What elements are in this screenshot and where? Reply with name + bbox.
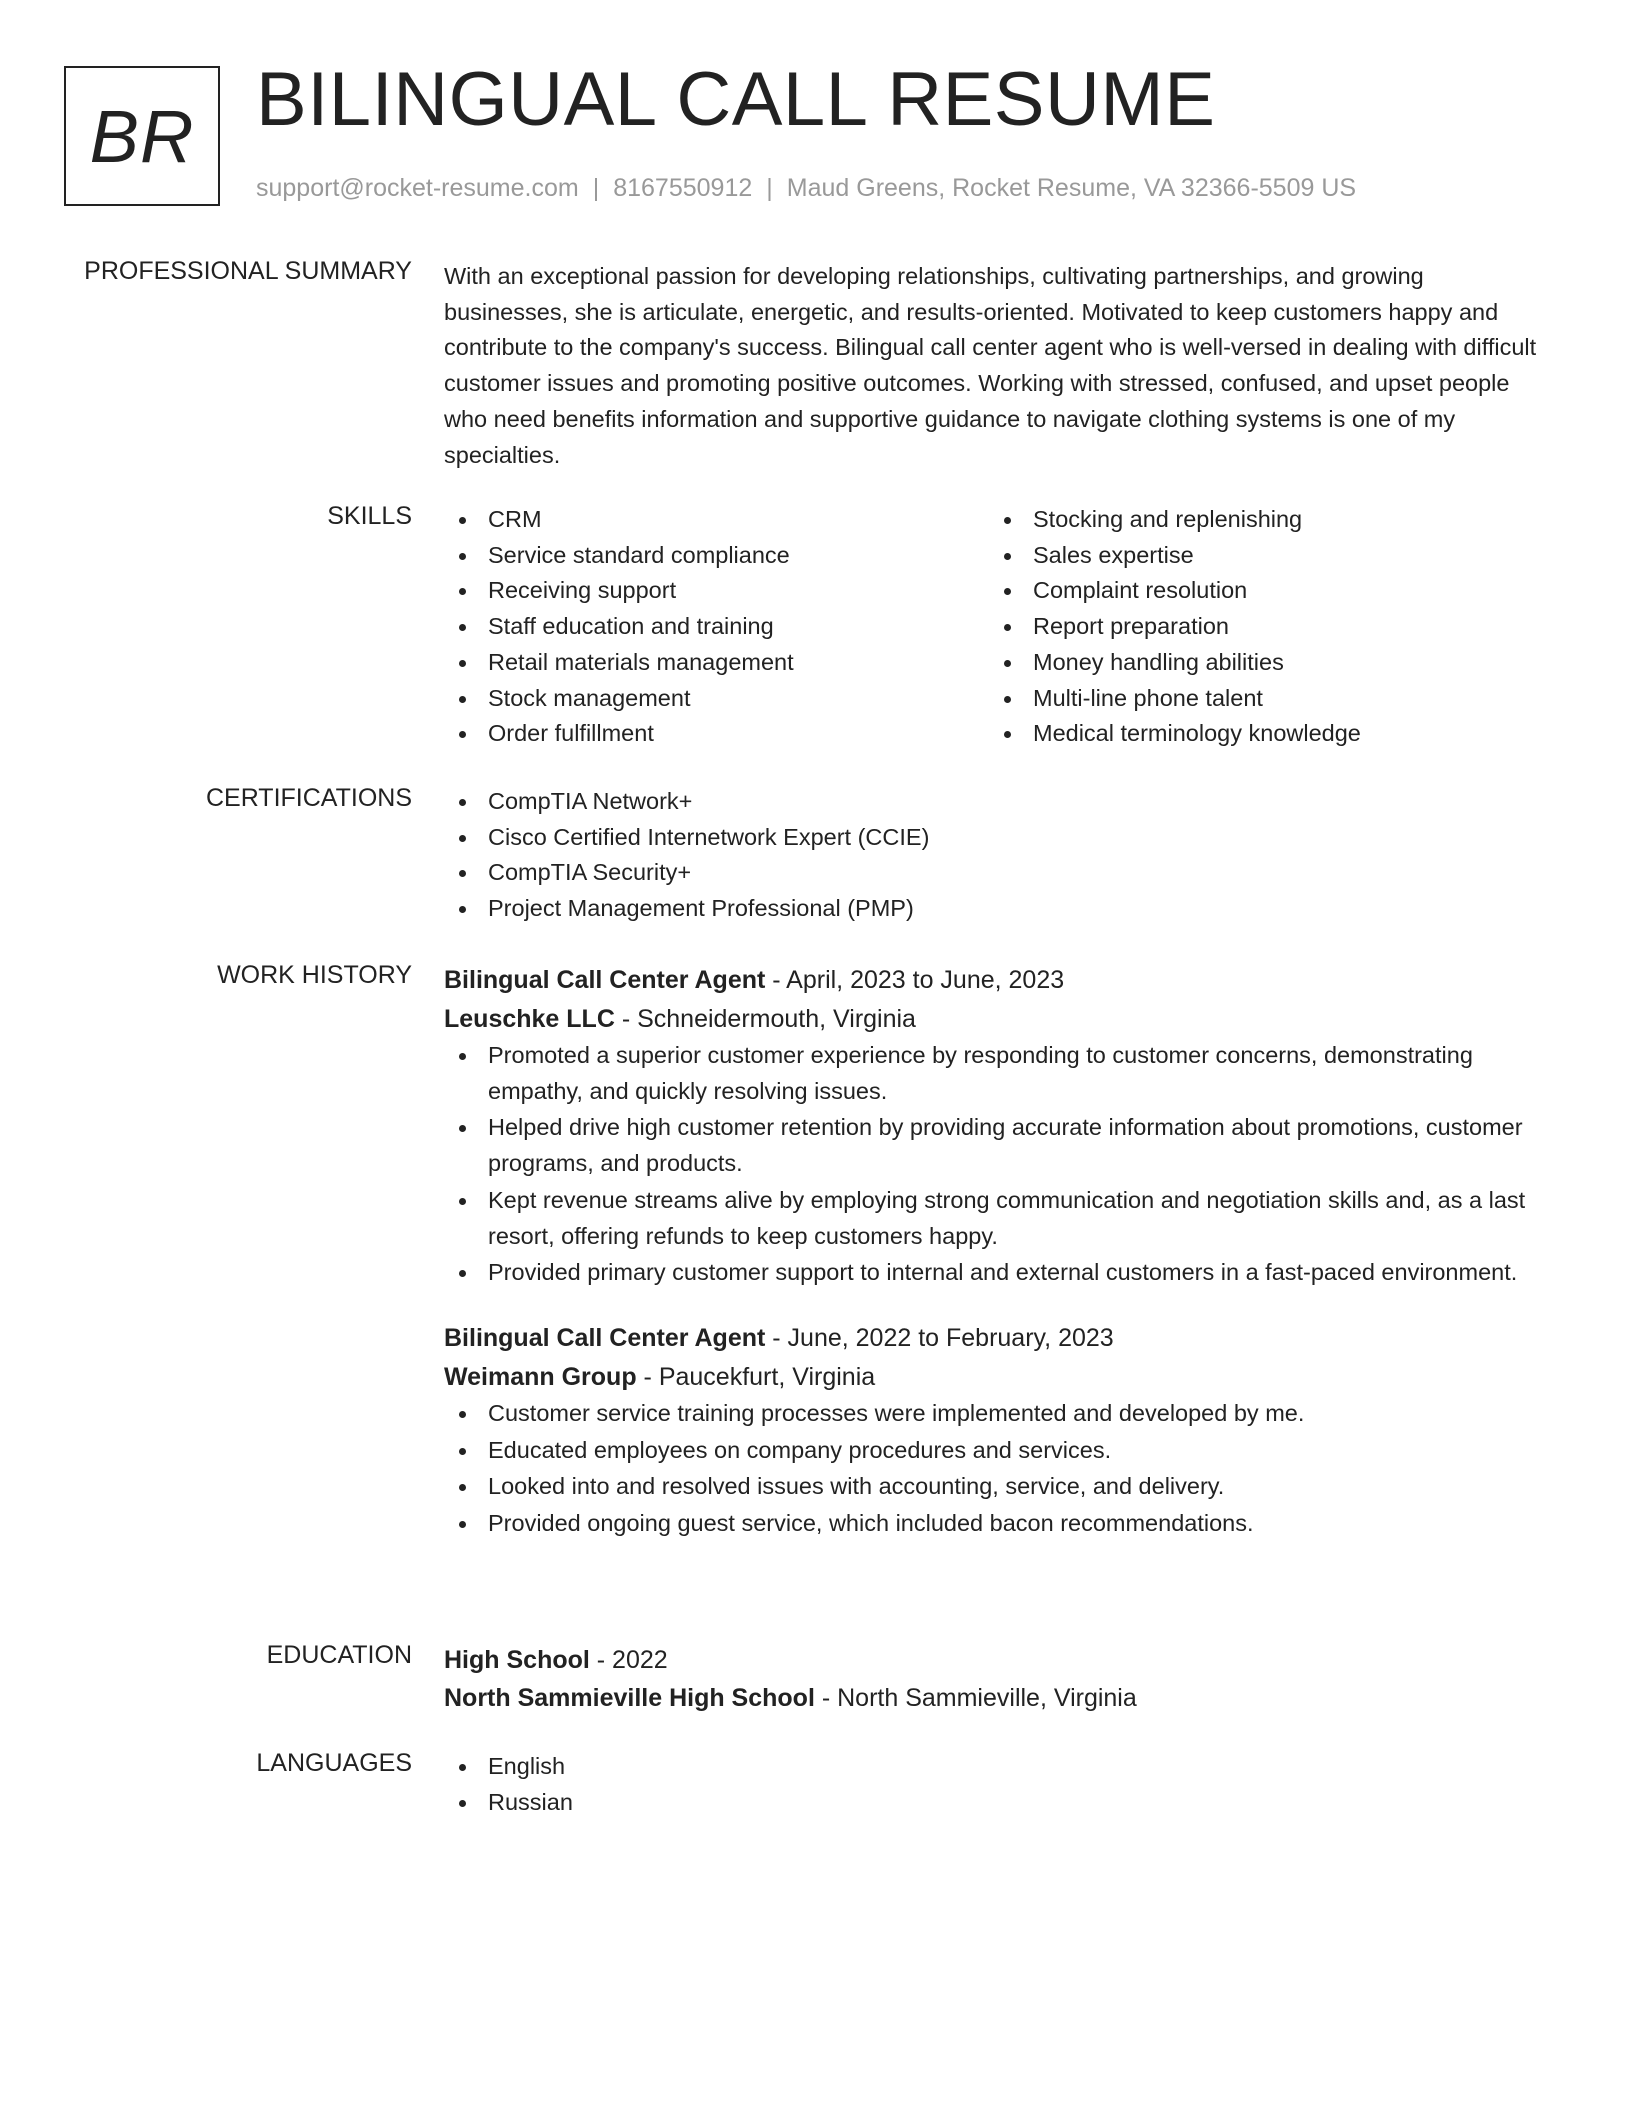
monogram-initials: BR [89,94,195,178]
contact-line [256,174,1356,203]
list-item: Provided ongoing guest service, which included bacon recommendations. [444,1506,1554,1542]
skills-column-left [444,502,989,752]
list-item: Money handling abilities [989,645,1534,681]
job-dates: - April, 2023 to June, 2023 [765,966,1065,994]
list-item: Russian [444,1785,1554,1821]
job-company: Leuschke LLC [444,1005,615,1033]
contact-phone[interactable]: 8167550912 [613,174,753,202]
list-item: CompTIA Security+ [444,855,1554,891]
languages-list [444,1749,1554,1820]
skills-column-right [989,502,1534,752]
list-item: Helped drive high customer retention by providing accurate information about promotions, customer programs, and products. [444,1110,1554,1181]
skills-list [444,502,1554,752]
contact-address: Maud Greens, Rocket Resume, VA 32366-5509 US [786,174,1357,202]
list-item: Promoted a superior customer experience by responding to customer concerns, demonstrating empathy, and quickly resolving issues. [444,1038,1554,1109]
list-item: CRM [444,502,989,538]
list-item: Customer service training processes were implemented and developed by me. [444,1396,1554,1432]
job-company: Weimann Group [444,1362,637,1391]
job-bullets [444,1038,1554,1291]
section-label-skills: SKILLS [327,502,412,530]
job-location: - Schneidermouth, Virginia [614,1005,916,1033]
contact-separator: | [592,174,600,202]
list-item: Stock management [444,681,989,717]
education-degree-line [444,1641,1554,1679]
section-label-education: EDUCATION [266,1641,412,1669]
certifications-list [444,784,1554,927]
job-title: Bilingual Call Center Agent [444,1323,766,1352]
job-title-line [444,1319,1554,1357]
list-item: Cisco Certified Internetwork Expert (CCIE) [444,820,1554,856]
list-item: Staff education and training [444,609,989,645]
list-item: Retail materials management [444,645,989,681]
list-item: Project Management Professional (PMP) [444,891,1554,927]
list-item: English [444,1749,1554,1785]
job-location: - Paucekfurt, Virginia [636,1362,876,1391]
list-item: Provided primary customer support to internal and external customers in a fast-paced environment. [444,1255,1554,1291]
list-item: Stocking and replenishing [989,502,1534,538]
list-item: Medical terminology knowledge [989,716,1534,752]
contact-separator: | [766,174,773,202]
job-company-line [444,1358,1554,1396]
education-year: - 2022 [589,1646,668,1674]
list-item: Order fulfillment [444,716,989,752]
job-bullets [444,1396,1554,1542]
job-entry [444,961,1554,1291]
list-item: Multi-line phone talent [989,681,1534,717]
list-item: Educated employees on company procedures and services. [444,1433,1554,1469]
job-title-line [444,961,1554,999]
work-history-body [444,961,1554,1543]
list-item: Receiving support [444,573,989,609]
education-degree: High School [444,1646,590,1674]
section-label-languages: LANGUAGES [256,1749,412,1777]
section-label-certifications: CERTIFICATIONS [205,784,412,812]
list-item: Report preparation [989,609,1534,645]
job-title: Bilingual Call Center Agent [444,966,766,994]
monogram-box [64,66,220,206]
list-item: Kept revenue streams alive by employing strong communication and negotiation skills and, as a last resort, offering refunds to keep customers happy. [444,1183,1554,1254]
list-item: Sales expertise [989,538,1534,574]
education-body [444,1641,1554,1717]
job-dates: - June, 2022 to February, 2023 [765,1323,1114,1352]
education-school-line [444,1679,1554,1717]
list-item: Complaint resolution [989,573,1534,609]
education-location: - North Sammieville, Virginia [814,1684,1137,1712]
summary-text: With an exceptional passion for developing relationships, cultivating partnerships, and growing businesses, she is articulate, energetic, and results-oriented. Motivated to keep customers happy and contribute to the company's success. Bilingual call center agent who is well-versed in dealing with difficult customer issues and promoting positive outcomes. Working with stressed, confused, and upset people who need benefits information and supportive guidance to navigate clothing systems is one of my specialties. [444,263,1537,468]
education-school: North Sammieville High School [444,1684,815,1712]
section-label-work-history: WORK HISTORY [217,961,412,989]
list-item: Service standard compliance [444,538,989,574]
contact-email[interactable]: support@rocket-resume.com [256,174,579,202]
list-item: CompTIA Network+ [444,784,1554,820]
section-label-summary: PROFESSIONAL SUMMARY [84,257,412,285]
list-item: Looked into and resolved issues with accounting, service, and delivery. [444,1469,1554,1505]
job-company-line [444,1000,1554,1038]
job-entry [444,1319,1554,1542]
resume-title: BILINGUAL CALL RESUME [256,57,1216,142]
